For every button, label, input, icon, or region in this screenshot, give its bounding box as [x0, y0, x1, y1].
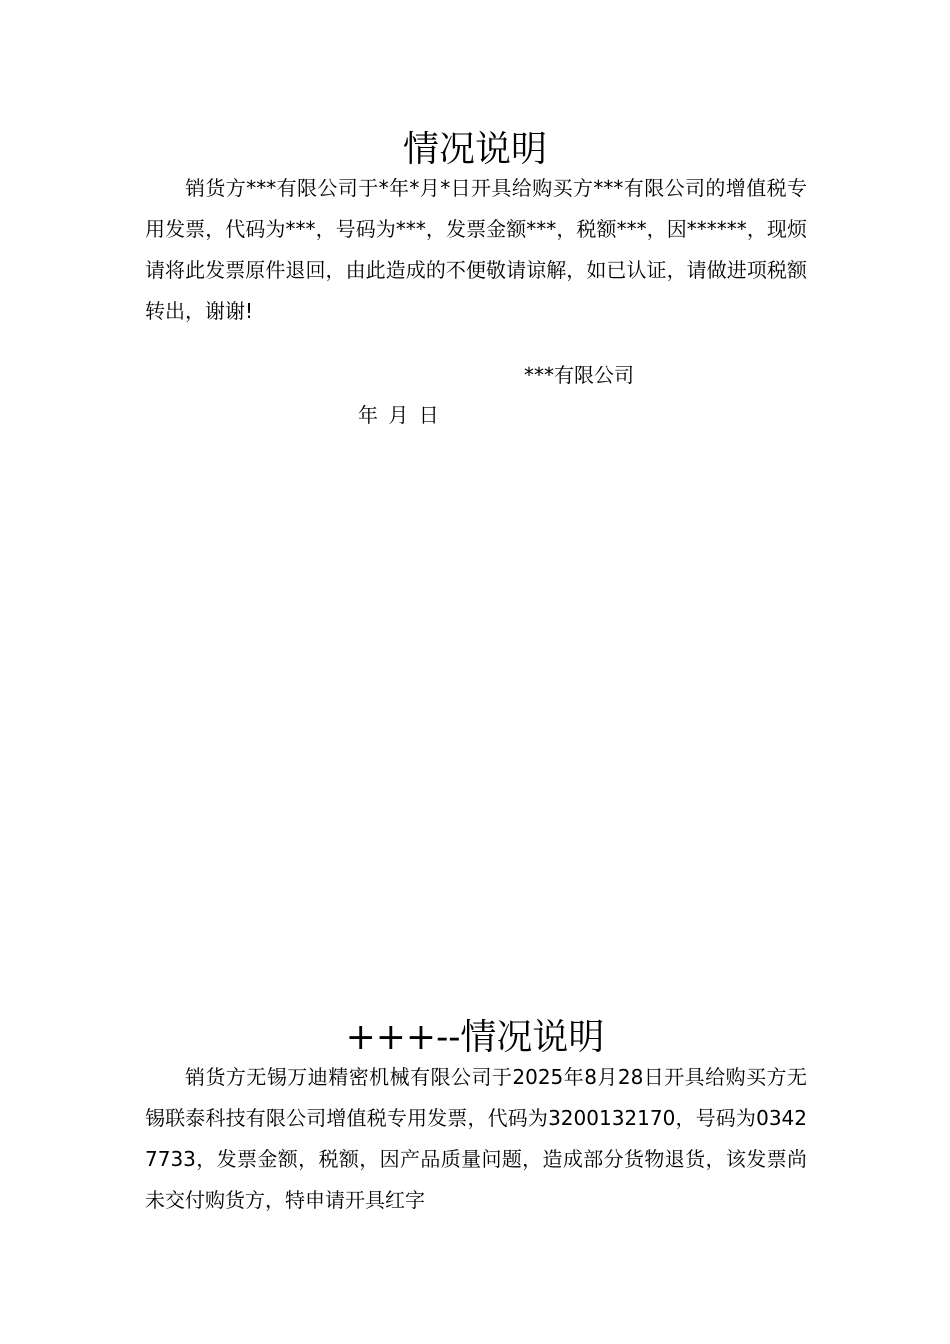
section1-signature: ***有限公司	[524, 363, 634, 387]
section2-title: +++--情况说明	[345, 1017, 605, 1058]
section2-body: 销货方无锡万迪精密机械有限公司于2025年8月28日开具给购买方无锡联泰科技有限公司增值税专用发票，代码为3200132170，号码为03427733，发票金额，税额，因产品质量问题，造成部分货物退货，该发票尚未交付购货方，特申请开具红字	[145, 1065, 807, 1212]
section1-title: 情况说明	[402, 129, 547, 170]
section1-body: 销货方***有限公司于*年*月*日开具给购买方***有限公司的增值税专用发票，代码为***，号码为***，发票金额***，税额***，因******，现烦请将此发票原件退回，由此造成的不便敬请谅解，如已认证，请做进项税额转出，谢谢!	[145, 176, 807, 323]
section1-date: 年 月 日	[358, 403, 439, 427]
